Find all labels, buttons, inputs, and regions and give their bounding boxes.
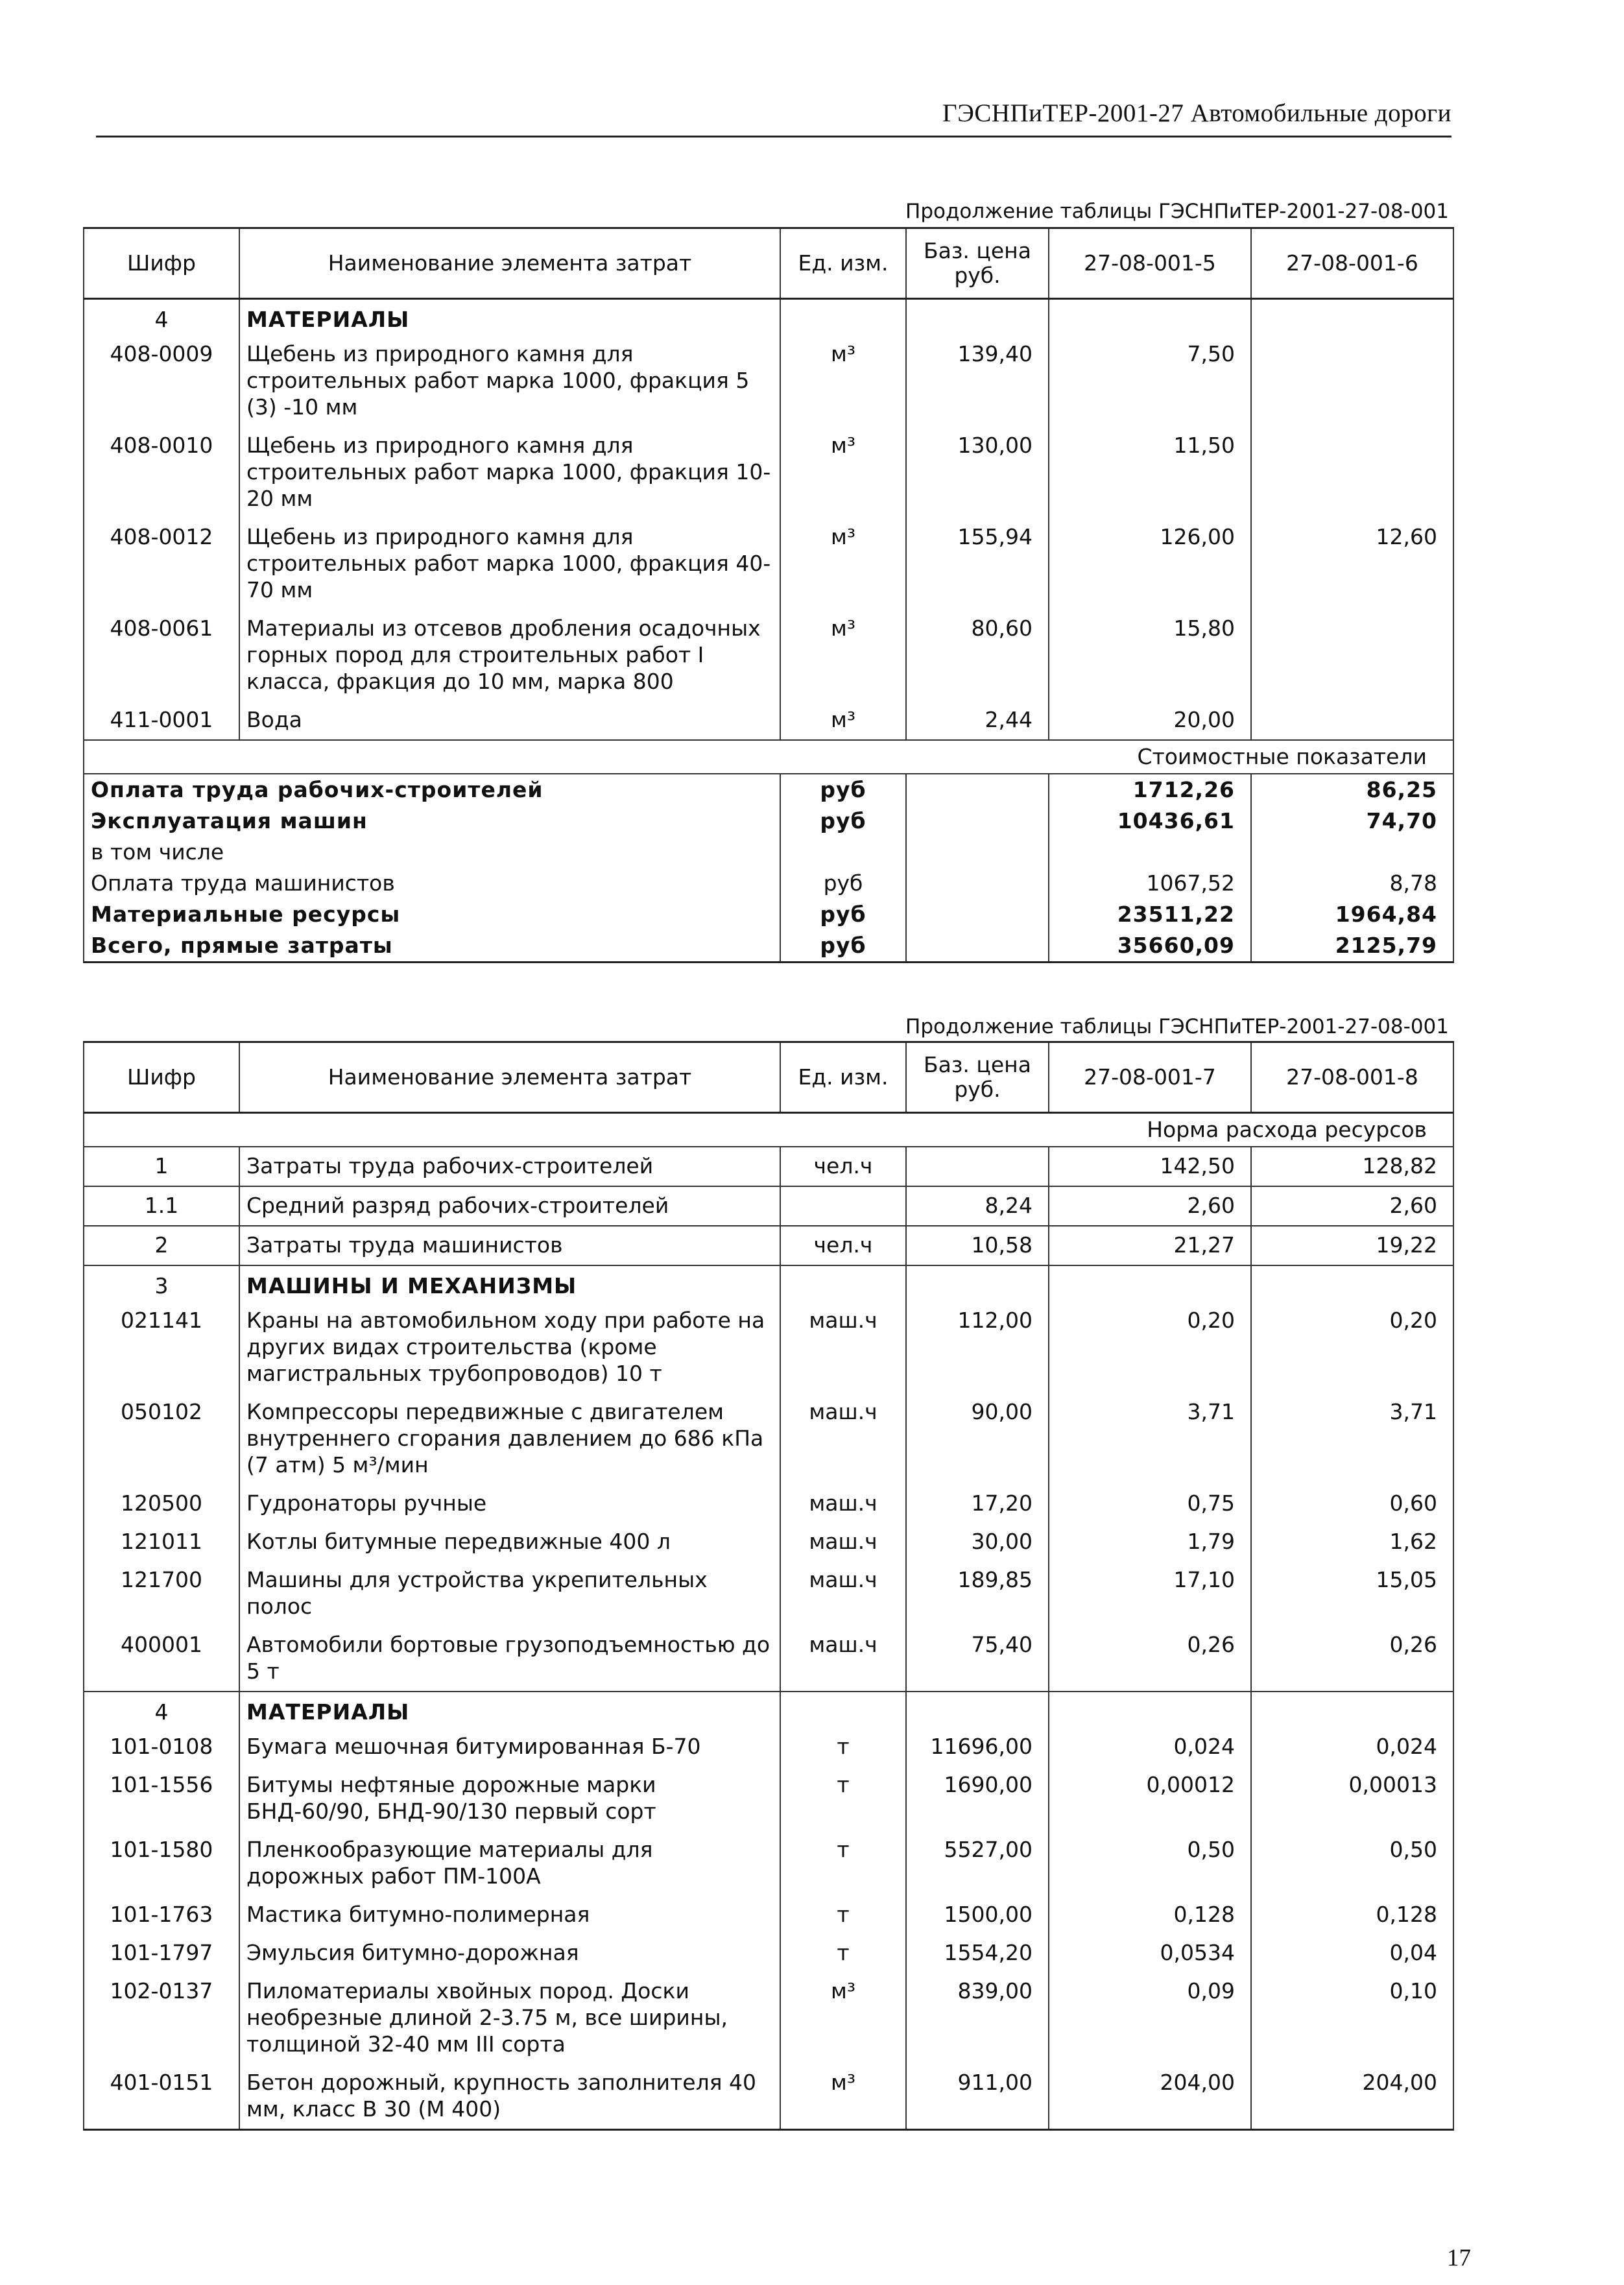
column-header-norm-8: 27-08-001-8 bbox=[1251, 1042, 1453, 1113]
section-row-materials bbox=[84, 299, 1453, 336]
cost-label: в том числе bbox=[84, 837, 780, 868]
page-number: 17 bbox=[1447, 2245, 1471, 2271]
cost-label: Оплата труда машинистов bbox=[84, 868, 780, 899]
table-row bbox=[84, 1626, 1453, 1692]
cell-name: Щебень из природного камня для строительных работ марка 1000, фракция 5 (3) -10 мм bbox=[239, 335, 780, 427]
section-number: 4 bbox=[84, 299, 239, 336]
cell-price: 90,00 bbox=[906, 1393, 1049, 1485]
cell-unit: т bbox=[780, 1766, 906, 1831]
cell-code: 408-0012 bbox=[84, 518, 239, 610]
cost-value-2: 8,78 bbox=[1251, 868, 1453, 899]
cost-value-2: 74,70 bbox=[1251, 806, 1453, 837]
table2-material-rows bbox=[84, 1728, 1453, 2130]
cell-code: 411-0001 bbox=[84, 701, 239, 740]
cell-value-2: 0,00013 bbox=[1251, 1766, 1453, 1831]
cell-name: Краны на автомобильном ходу при работе на других видах строительства (кроме магистральных трубопроводов) 10 т bbox=[239, 1302, 780, 1393]
cell-price bbox=[906, 1147, 1049, 1186]
cell-value-1: 126,00 bbox=[1049, 518, 1251, 610]
table2-header-row bbox=[84, 1042, 1453, 1113]
table2-machine-rows bbox=[84, 1302, 1453, 1692]
cost-row bbox=[84, 899, 1453, 930]
cell-unit: м³ bbox=[780, 2064, 906, 2130]
cell-value-2 bbox=[1251, 701, 1453, 740]
cell-code: 401-0151 bbox=[84, 2064, 239, 2130]
table-row bbox=[84, 518, 1453, 610]
table1-continuation-title: Продолжение таблицы ГЭСНПиТЕР-2001-27-08-001 bbox=[905, 200, 1449, 223]
cell-value-2: 15,05 bbox=[1251, 1561, 1453, 1626]
table2-labor-rows bbox=[84, 1147, 1453, 1265]
cost-unit: руб bbox=[780, 806, 906, 837]
table1-material-rows bbox=[84, 335, 1453, 740]
table-row bbox=[84, 1523, 1453, 1561]
section-title: МАТЕРИАЛЫ bbox=[239, 1692, 780, 1728]
cost-row bbox=[84, 930, 1453, 963]
cell-unit: маш.ч bbox=[780, 1393, 906, 1485]
cell-code: 408-0010 bbox=[84, 427, 239, 518]
cost-label: Эксплуатация машин bbox=[84, 806, 780, 837]
cell-value-1: 11,50 bbox=[1049, 427, 1251, 518]
cost-row bbox=[84, 837, 1453, 868]
cell-name: Затраты труда машинистов bbox=[239, 1226, 780, 1265]
table-row bbox=[84, 1972, 1453, 2064]
cost-value-1 bbox=[1049, 837, 1251, 868]
cell-price: 112,00 bbox=[906, 1302, 1049, 1393]
norm-heading: Норма расхода ресурсов bbox=[84, 1113, 1453, 1147]
cell-value-1: 17,10 bbox=[1049, 1561, 1251, 1626]
cell-unit: маш.ч bbox=[780, 1485, 906, 1523]
table-row bbox=[84, 1485, 1453, 1523]
cell-price: 189,85 bbox=[906, 1561, 1049, 1626]
cell-price: 17,20 bbox=[906, 1485, 1049, 1523]
table-row bbox=[84, 1934, 1453, 1972]
cell-value-2: 1,62 bbox=[1251, 1523, 1453, 1561]
cost-unit bbox=[780, 837, 906, 868]
cell-name: Вода bbox=[239, 701, 780, 740]
table-row bbox=[84, 701, 1453, 740]
cell-price: 155,94 bbox=[906, 518, 1049, 610]
cell-price: 839,00 bbox=[906, 1972, 1049, 2064]
cell-unit: маш.ч bbox=[780, 1302, 906, 1393]
cell-unit: м³ bbox=[780, 335, 906, 427]
cell-unit: чел.ч bbox=[780, 1147, 906, 1186]
table-row bbox=[84, 1896, 1453, 1934]
table-row bbox=[84, 1831, 1453, 1896]
cell-value-1: 0,20 bbox=[1049, 1302, 1251, 1393]
cell-value-2: 19,22 bbox=[1251, 1226, 1453, 1265]
column-header-code: Шифр bbox=[84, 228, 239, 299]
cost-row bbox=[84, 774, 1453, 806]
page-header-title: ГЭСНПиТЕР-2001-27 Автомобильные дороги bbox=[942, 99, 1451, 127]
table-row bbox=[84, 1302, 1453, 1393]
cell-unit bbox=[780, 1186, 906, 1226]
cell-code: 021141 bbox=[84, 1302, 239, 1393]
cell-value-2: 204,00 bbox=[1251, 2064, 1453, 2130]
cost-value-2: 1964,84 bbox=[1251, 899, 1453, 930]
cell-value-2 bbox=[1251, 610, 1453, 701]
column-header-norm-5: 27-08-001-5 bbox=[1049, 228, 1251, 299]
cell-price: 1554,20 bbox=[906, 1934, 1049, 1972]
table1-cost-rows bbox=[84, 774, 1453, 963]
section-row-materials bbox=[84, 1692, 1453, 1728]
cell-value-1: 0,00012 bbox=[1049, 1766, 1251, 1831]
column-header-norm-6: 27-08-001-6 bbox=[1251, 228, 1453, 299]
cell-code: 400001 bbox=[84, 1626, 239, 1692]
table1-header-row bbox=[84, 228, 1453, 299]
cost-row bbox=[84, 806, 1453, 837]
table-row bbox=[84, 610, 1453, 701]
cell-price: 11696,00 bbox=[906, 1728, 1049, 1766]
table2-continuation-title: Продолжение таблицы ГЭСНПиТЕР-2001-27-08-001 bbox=[905, 1015, 1449, 1038]
cell-name: Битумы нефтяные дорожные марки БНД-60/90, БНД-90/130 первый сорт bbox=[239, 1766, 780, 1831]
cell-code: 102-0137 bbox=[84, 1972, 239, 2064]
column-header-price: Баз. цена руб. bbox=[906, 228, 1049, 299]
cell-value-1: 2,60 bbox=[1049, 1186, 1251, 1226]
cell-value-1: 0,50 bbox=[1049, 1831, 1251, 1896]
cell-unit: м³ bbox=[780, 610, 906, 701]
cell-code: 120500 bbox=[84, 1485, 239, 1523]
cost-label: Материальные ресурсы bbox=[84, 899, 780, 930]
cost-value-1: 23511,22 bbox=[1049, 899, 1251, 930]
cell-name: Материалы из отсевов дробления осадочных горных пород для строительных работ I класса, фракция до 10 мм, марка 800 bbox=[239, 610, 780, 701]
cost-price-empty bbox=[906, 868, 1049, 899]
column-header-code: Шифр bbox=[84, 1042, 239, 1113]
cell-value-2 bbox=[1251, 335, 1453, 427]
cell-unit: м³ bbox=[780, 427, 906, 518]
cell-price: 80,60 bbox=[906, 610, 1049, 701]
cost-unit: руб bbox=[780, 774, 906, 806]
cell-name: Пиломатериалы хвойных пород. Доски необрезные длиной 2-3.75 м, все ширины, толщиной 32-40 мм III сорта bbox=[239, 1972, 780, 2064]
cell-value-2: 128,82 bbox=[1251, 1147, 1453, 1186]
cost-price-empty bbox=[906, 930, 1049, 963]
cell-value-1: 0,09 bbox=[1049, 1972, 1251, 2064]
cell-value-1: 142,50 bbox=[1049, 1147, 1251, 1186]
cell-value-2: 0,60 bbox=[1251, 1485, 1453, 1523]
cell-code: 408-0009 bbox=[84, 335, 239, 427]
cell-price: 75,40 bbox=[906, 1626, 1049, 1692]
table1 bbox=[83, 227, 1454, 963]
cell-price: 1690,00 bbox=[906, 1766, 1049, 1831]
cell-price: 30,00 bbox=[906, 1523, 1049, 1561]
cost-value-1: 1067,52 bbox=[1049, 868, 1251, 899]
norm-heading-row bbox=[84, 1113, 1453, 1147]
cell-unit: м³ bbox=[780, 518, 906, 610]
cost-value-1: 35660,09 bbox=[1049, 930, 1251, 963]
section-number: 4 bbox=[84, 1692, 239, 1728]
cell-name: Щебень из природного камня для строительных работ марка 1000, фракция 40-70 мм bbox=[239, 518, 780, 610]
table-row bbox=[84, 1393, 1453, 1485]
cell-value-1: 204,00 bbox=[1049, 2064, 1251, 2130]
table-row bbox=[84, 1147, 1453, 1186]
cell-value-2: 12,60 bbox=[1251, 518, 1453, 610]
cell-name: Мастика битумно-полимерная bbox=[239, 1896, 780, 1934]
table-row bbox=[84, 427, 1453, 518]
cost-value-2 bbox=[1251, 837, 1453, 868]
cell-name: Котлы битумные передвижные 400 л bbox=[239, 1523, 780, 1561]
cell-unit: чел.ч bbox=[780, 1226, 906, 1265]
section-number: 3 bbox=[84, 1265, 239, 1302]
section-title: МАШИНЫ И МЕХАНИЗМЫ bbox=[239, 1265, 780, 1302]
cell-price: 8,24 bbox=[906, 1186, 1049, 1226]
cell-value-2: 0,10 bbox=[1251, 1972, 1453, 2064]
cell-unit: т bbox=[780, 1896, 906, 1934]
cost-label: Всего, прямые затраты bbox=[84, 930, 780, 963]
cell-unit: м³ bbox=[780, 701, 906, 740]
cell-code: 408-0061 bbox=[84, 610, 239, 701]
cell-value-2: 0,024 bbox=[1251, 1728, 1453, 1766]
cell-value-1: 0,128 bbox=[1049, 1896, 1251, 1934]
table-row bbox=[84, 1226, 1453, 1265]
cost-price-empty bbox=[906, 806, 1049, 837]
table-row bbox=[84, 1766, 1453, 1831]
cell-unit: маш.ч bbox=[780, 1561, 906, 1626]
column-header-price: Баз. цена руб. bbox=[906, 1042, 1049, 1113]
cell-value-1: 0,024 bbox=[1049, 1728, 1251, 1766]
cell-name: Эмульсия битумно-дорожная bbox=[239, 1934, 780, 1972]
cell-value-1: 0,26 bbox=[1049, 1626, 1251, 1692]
cost-unit: руб bbox=[780, 899, 906, 930]
cell-price: 2,44 bbox=[906, 701, 1049, 740]
cell-name: Бумага мешочная битумированная Б-70 bbox=[239, 1728, 780, 1766]
cell-unit: т bbox=[780, 1934, 906, 1972]
cell-price: 5527,00 bbox=[906, 1831, 1049, 1896]
cell-name: Гудронаторы ручные bbox=[239, 1485, 780, 1523]
cost-row bbox=[84, 868, 1453, 899]
cell-code: 1 bbox=[84, 1147, 239, 1186]
cell-code: 121011 bbox=[84, 1523, 239, 1561]
cost-label: Оплата труда рабочих-строителей bbox=[84, 774, 780, 806]
cost-price-empty bbox=[906, 774, 1049, 806]
cell-code: 1.1 bbox=[84, 1186, 239, 1226]
cell-value-1: 21,27 bbox=[1049, 1226, 1251, 1265]
cell-unit: маш.ч bbox=[780, 1523, 906, 1561]
cell-value-2: 2,60 bbox=[1251, 1186, 1453, 1226]
cell-name: Машины для устройства укрепительных полос bbox=[239, 1561, 780, 1626]
cell-unit: м³ bbox=[780, 1972, 906, 2064]
cost-heading-row bbox=[84, 740, 1453, 774]
cell-value-2: 0,20 bbox=[1251, 1302, 1453, 1393]
cell-value-2: 3,71 bbox=[1251, 1393, 1453, 1485]
cell-code: 101-1556 bbox=[84, 1766, 239, 1831]
cell-name: Затраты труда рабочих-строителей bbox=[239, 1147, 780, 1186]
cost-price-empty bbox=[906, 837, 1049, 868]
cell-price: 1500,00 bbox=[906, 1896, 1049, 1934]
table-row bbox=[84, 1561, 1453, 1626]
cell-name: Бетон дорожный, крупность заполнителя 40 мм, класс В 30 (М 400) bbox=[239, 2064, 780, 2130]
cell-value-1: 0,0534 bbox=[1049, 1934, 1251, 1972]
section-title: МАТЕРИАЛЫ bbox=[239, 299, 780, 336]
column-header-norm-7: 27-08-001-7 bbox=[1049, 1042, 1251, 1113]
cost-heading: Стоимостные показатели bbox=[84, 740, 1453, 774]
cell-code: 101-1580 bbox=[84, 1831, 239, 1896]
cell-value-2: 0,128 bbox=[1251, 1896, 1453, 1934]
cell-value-2 bbox=[1251, 427, 1453, 518]
table-row bbox=[84, 335, 1453, 427]
cell-price: 10,58 bbox=[906, 1226, 1049, 1265]
table-row bbox=[84, 1728, 1453, 1766]
cell-name: Пленкообразующие материалы для дорожных работ ПМ-100А bbox=[239, 1831, 780, 1896]
cell-code: 101-1763 bbox=[84, 1896, 239, 1934]
cost-value-1: 10436,61 bbox=[1049, 806, 1251, 837]
section-row-machines bbox=[84, 1265, 1453, 1302]
column-header-unit: Ед. изм. bbox=[780, 1042, 906, 1113]
column-header-unit: Ед. изм. bbox=[780, 228, 906, 299]
table2 bbox=[83, 1041, 1454, 2131]
cell-value-2: 0,26 bbox=[1251, 1626, 1453, 1692]
cell-unit: т bbox=[780, 1728, 906, 1766]
cost-value-1: 1712,26 bbox=[1049, 774, 1251, 806]
cell-code: 050102 bbox=[84, 1393, 239, 1485]
cell-code: 121700 bbox=[84, 1561, 239, 1626]
table-row bbox=[84, 1186, 1453, 1226]
cost-unit: руб bbox=[780, 868, 906, 899]
cost-unit: руб bbox=[780, 930, 906, 963]
header-rule bbox=[96, 136, 1451, 138]
column-header-name: Наименование элемента затрат bbox=[239, 228, 780, 299]
cell-unit: маш.ч bbox=[780, 1626, 906, 1692]
cell-value-1: 1,79 bbox=[1049, 1523, 1251, 1561]
cell-name: Компрессоры передвижные с двигателем внутреннего сгорания давлением до 686 кПа (7 атм) 5 м³/мин bbox=[239, 1393, 780, 1485]
table-row bbox=[84, 2064, 1453, 2130]
cell-value-1: 15,80 bbox=[1049, 610, 1251, 701]
cell-value-2: 0,04 bbox=[1251, 1934, 1453, 1972]
cell-value-1: 7,50 bbox=[1049, 335, 1251, 427]
cost-value-2: 2125,79 bbox=[1251, 930, 1453, 963]
cell-price: 911,00 bbox=[906, 2064, 1049, 2130]
cell-value-2: 0,50 bbox=[1251, 1831, 1453, 1896]
cell-name: Средний разряд рабочих-строителей bbox=[239, 1186, 780, 1226]
cell-code: 101-0108 bbox=[84, 1728, 239, 1766]
cell-name: Автомобили бортовые грузоподъемностью до 5 т bbox=[239, 1626, 780, 1692]
cost-price-empty bbox=[906, 899, 1049, 930]
cell-value-1: 0,75 bbox=[1049, 1485, 1251, 1523]
cost-value-2: 86,25 bbox=[1251, 774, 1453, 806]
cell-price: 130,00 bbox=[906, 427, 1049, 518]
cell-price: 139,40 bbox=[906, 335, 1049, 427]
cell-name: Щебень из природного камня для строительных работ марка 1000, фракция 10-20 мм bbox=[239, 427, 780, 518]
cell-code: 2 bbox=[84, 1226, 239, 1265]
column-header-name: Наименование элемента затрат bbox=[239, 1042, 780, 1113]
cell-unit: т bbox=[780, 1831, 906, 1896]
cell-code: 101-1797 bbox=[84, 1934, 239, 1972]
cell-value-1: 3,71 bbox=[1049, 1393, 1251, 1485]
cell-value-1: 20,00 bbox=[1049, 701, 1251, 740]
